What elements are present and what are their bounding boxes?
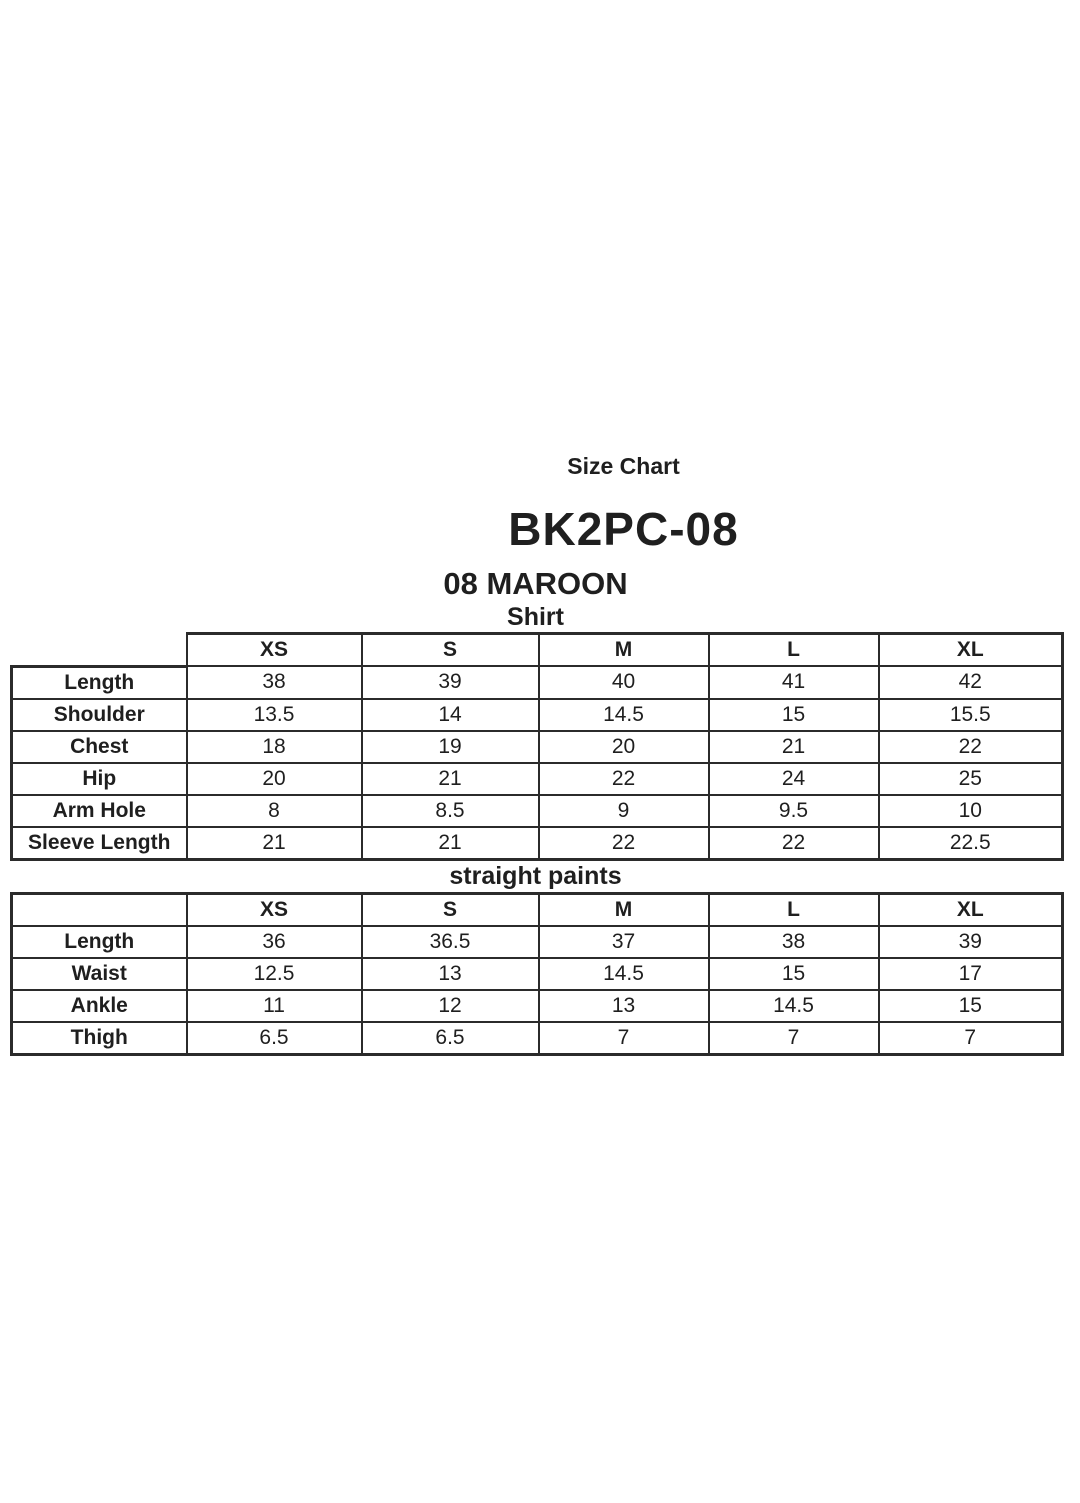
product-code: BK2PC-08: [508, 503, 739, 555]
size-chart-document: [10, 452, 1061, 1056]
measurement-value: 13: [362, 958, 539, 990]
size-col-header-l: L: [709, 893, 879, 926]
measurement-value: 22: [879, 731, 1063, 763]
measurement-value: 8: [187, 795, 362, 827]
measurement-value: 21: [362, 763, 539, 795]
measurement-value: 20: [187, 763, 362, 795]
measurement-value: 25: [879, 763, 1063, 795]
measurement-value: 20: [539, 731, 709, 763]
measurement-label: Chest: [12, 731, 187, 763]
measurement-value: 39: [879, 926, 1063, 958]
table-row: [12, 827, 1063, 860]
measurement-value: 17: [879, 958, 1063, 990]
measurement-value: 22.5: [879, 827, 1063, 860]
size-col-header-s: S: [362, 893, 539, 926]
color-name: 08 MAROON: [443, 566, 628, 601]
measurement-label: Arm Hole: [12, 795, 187, 827]
measurement-label: Shoulder: [12, 699, 187, 731]
measurement-value: 21: [709, 731, 879, 763]
table-row: [12, 666, 1063, 699]
measurement-value: 15: [879, 990, 1063, 1022]
measurement-value: 7: [539, 1022, 709, 1055]
table-row: [12, 731, 1063, 763]
measurement-value: 14.5: [709, 990, 879, 1022]
table-row: [12, 699, 1063, 731]
measurement-value: 13.5: [187, 699, 362, 731]
measurement-value: 6.5: [362, 1022, 539, 1055]
size-col-header-xs: XS: [187, 893, 362, 926]
table-row: [12, 990, 1063, 1022]
table-row: [12, 958, 1063, 990]
corner-empty-cell: [12, 893, 187, 926]
size-col-header-s: S: [362, 634, 539, 667]
measurement-value: 24: [709, 763, 879, 795]
measurement-value: 11: [187, 990, 362, 1022]
measurement-value: 14.5: [539, 699, 709, 731]
measurement-value: 41: [709, 666, 879, 699]
pants-size-table: [10, 892, 1064, 1056]
measurement-value: 12.5: [187, 958, 362, 990]
measurement-value: 9: [539, 795, 709, 827]
size-col-header-xl: XL: [879, 634, 1063, 667]
measurement-value: 6.5: [187, 1022, 362, 1055]
measurement-value: 21: [362, 827, 539, 860]
table-row: [12, 795, 1063, 827]
measurement-label: Sleeve Length: [12, 827, 187, 860]
measurement-value: 7: [709, 1022, 879, 1055]
measurement-value: 37: [539, 926, 709, 958]
table-row: [12, 1022, 1063, 1055]
measurement-value: 9.5: [709, 795, 879, 827]
measurement-value: 12: [362, 990, 539, 1022]
document-heading-group: [98, 452, 1080, 557]
measurement-value: 15: [709, 958, 879, 990]
measurement-value: 13: [539, 990, 709, 1022]
measurement-value: 15.5: [879, 699, 1063, 731]
measurement-value: 39: [362, 666, 539, 699]
measurement-value: 10: [879, 795, 1063, 827]
size-col-header-xl: XL: [879, 893, 1063, 926]
measurement-label: Thigh: [12, 1022, 187, 1055]
measurement-value: 19: [362, 731, 539, 763]
measurement-value: 36.5: [362, 926, 539, 958]
shirt-size-table: [10, 632, 1064, 861]
table-row: [12, 763, 1063, 795]
measurement-value: 7: [879, 1022, 1063, 1055]
shirt-table-caption: Shirt: [507, 603, 564, 631]
measurement-value: 40: [539, 666, 709, 699]
measurement-label: Length: [12, 666, 187, 699]
pants-table-caption: straight paints: [449, 861, 622, 890]
measurement-value: 36: [187, 926, 362, 958]
size-chart-title: Size Chart: [567, 453, 680, 479]
measurement-value: 21: [187, 827, 362, 860]
pants-size-header-row: [12, 893, 1063, 926]
measurement-value: 15: [709, 699, 879, 731]
measurement-value: 22: [539, 827, 709, 860]
measurement-label: Hip: [12, 763, 187, 795]
measurement-value: 42: [879, 666, 1063, 699]
measurement-value: 18: [187, 731, 362, 763]
measurement-value: 22: [539, 763, 709, 795]
table-row: [12, 926, 1063, 958]
measurement-label: Waist: [12, 958, 187, 990]
corner-blank-cell: [12, 634, 187, 667]
measurement-value: 38: [187, 666, 362, 699]
size-col-header-xs: XS: [187, 634, 362, 667]
shirt-size-header-row: [12, 634, 1063, 667]
measurement-value: 14: [362, 699, 539, 731]
size-col-header-l: L: [709, 634, 879, 667]
size-col-header-m: M: [539, 634, 709, 667]
measurement-value: 38: [709, 926, 879, 958]
measurement-label: Ankle: [12, 990, 187, 1022]
measurement-value: 22: [709, 827, 879, 860]
measurement-value: 14.5: [539, 958, 709, 990]
measurement-value: 8.5: [362, 795, 539, 827]
size-col-header-m: M: [539, 893, 709, 926]
measurement-label: Length: [12, 926, 187, 958]
